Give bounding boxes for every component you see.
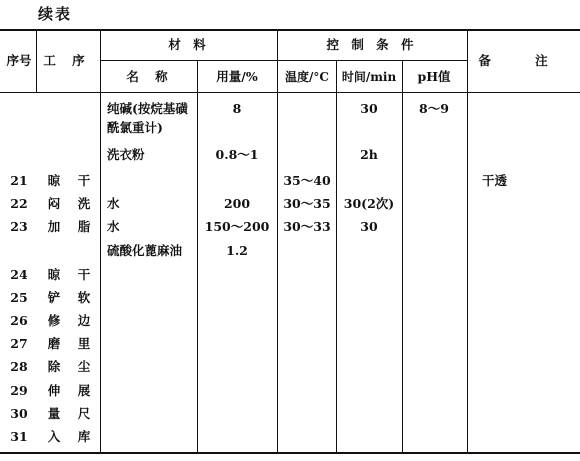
col-divider-name — [197, 61, 198, 453]
cell-process-1: 磨 — [47, 336, 61, 351]
cell-seq: 29 — [10, 383, 28, 398]
cell-process-1: 除 — [47, 359, 61, 374]
header-control: 控 制 条 件 — [326, 37, 418, 52]
cell-name: 纯碱(按烷基磺 — [107, 101, 188, 116]
cell-process-2: 尘 — [77, 359, 91, 374]
cell-seq: 30 — [10, 406, 28, 421]
cell-time: 30 — [360, 101, 378, 116]
cell-seq: 28 — [10, 359, 28, 374]
page-title: 续表 — [38, 5, 73, 23]
cell-process-1: 量 — [47, 406, 61, 421]
cell-temp: 30～35 — [283, 196, 331, 211]
cell-name: 水 — [107, 219, 120, 234]
cell-name: 洗衣粉 — [107, 147, 145, 162]
cell-process-1: 闷 — [47, 196, 61, 211]
col-divider-process — [100, 30, 101, 453]
cell-seq: 26 — [10, 313, 28, 328]
cell-name: 硫酸化蓖麻油 — [107, 243, 183, 258]
cell-process-2: 干 — [77, 267, 91, 282]
cell-process-1: 铲 — [47, 290, 61, 305]
cell-process-1: 加 — [47, 219, 61, 234]
header-amount: 用量/% — [216, 69, 258, 84]
header-materials: 材 料 — [168, 37, 210, 52]
cell-process-1: 晾 — [47, 267, 61, 282]
cell-ph: 8～9 — [419, 101, 449, 116]
cell-process-1: 入 — [47, 429, 61, 444]
cell-amount: 8 — [232, 101, 242, 116]
header-remarks: 备 注 — [478, 53, 568, 68]
cell-process-2: 软 — [77, 290, 91, 305]
table-top-rule — [0, 29, 580, 31]
cell-time: 30(2次) — [343, 196, 395, 211]
cell-seq: 21 — [10, 173, 28, 188]
cell-remark: 干透 — [482, 173, 508, 188]
cell-process-1: 晾 — [47, 173, 61, 188]
cell-amount: 1.2 — [226, 243, 248, 258]
cell-seq: 27 — [10, 336, 28, 351]
cell-process-2: 尺 — [77, 406, 91, 421]
cell-seq: 31 — [10, 429, 28, 444]
cell-amount: 0.8～1 — [215, 147, 259, 162]
cell-process-2: 洗 — [77, 196, 91, 211]
col-divider-time — [402, 61, 403, 453]
col-divider-control — [467, 30, 468, 453]
cell-temp: 35～40 — [283, 173, 331, 188]
header-time: 时间/min — [341, 70, 397, 84]
header-name: 名 称 — [126, 69, 174, 84]
cell-process-2: 边 — [77, 313, 91, 328]
cell-process-1: 伸 — [47, 383, 61, 398]
cell-amount: 150～200 — [204, 219, 270, 234]
cell-seq: 22 — [10, 196, 28, 211]
cell-amount: 200 — [223, 196, 251, 211]
header-seq: 序号 — [6, 53, 32, 68]
cell-seq: 23 — [10, 219, 28, 234]
cell-name: 酰氯重计) — [107, 120, 163, 135]
cell-process-2: 库 — [77, 429, 91, 444]
col-divider-seq — [36, 30, 37, 92]
cell-process-2: 脂 — [77, 219, 91, 234]
col-divider-temp — [336, 61, 337, 453]
cell-process-2: 干 — [77, 173, 91, 188]
cell-time: 2h — [360, 147, 378, 162]
header-process: 工 序 — [43, 53, 91, 68]
header-ph: pH值 — [417, 69, 451, 84]
col-divider-materials — [277, 30, 278, 453]
cell-process-2: 展 — [77, 383, 91, 398]
cell-seq: 25 — [10, 290, 28, 305]
cell-time: 30 — [360, 219, 378, 234]
table-bottom-rule — [0, 452, 580, 454]
cell-process-2: 里 — [77, 336, 91, 351]
cell-temp: 30～33 — [283, 219, 331, 234]
cell-process-1: 修 — [47, 313, 61, 328]
header-temp: 温度/°C — [285, 70, 329, 84]
header-bottom-rule — [0, 92, 580, 93]
cell-seq: 24 — [10, 267, 28, 282]
header-mid-rule — [100, 60, 467, 61]
cell-name: 水 — [107, 196, 120, 211]
